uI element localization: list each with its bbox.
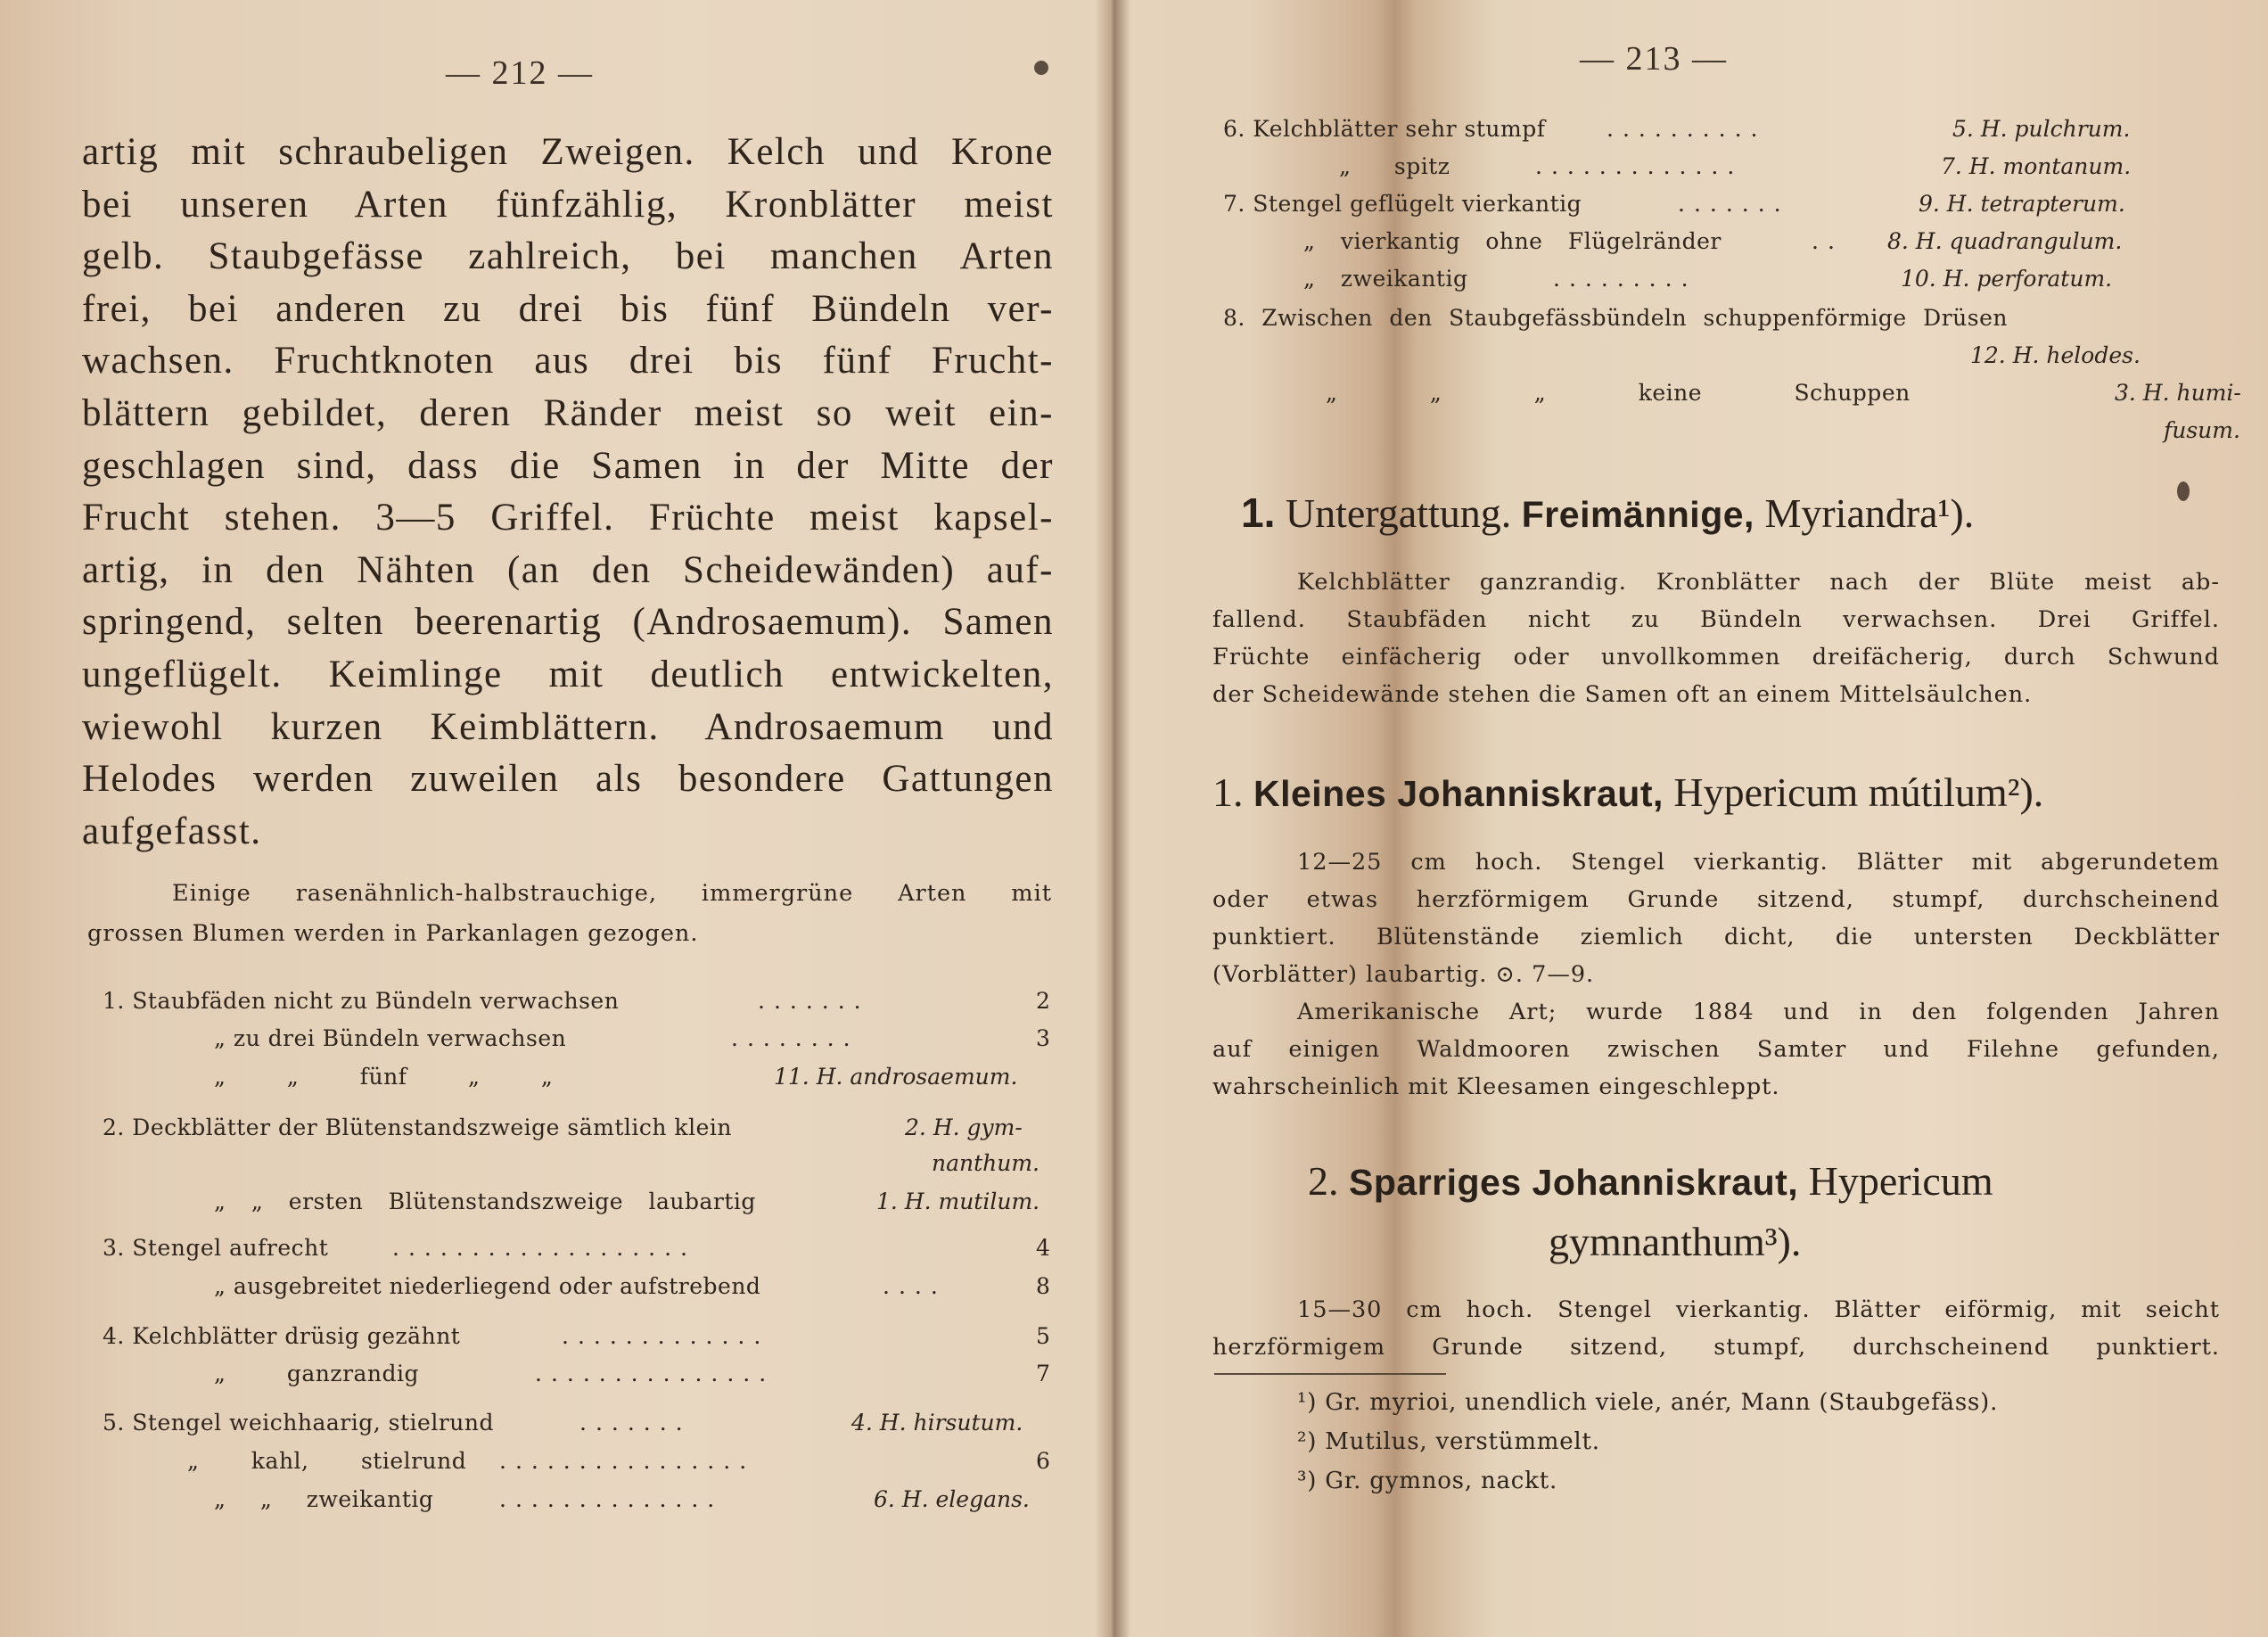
text-line: geschlagen sind, dass die Samen in der Mitte der xyxy=(82,444,1054,487)
species-common-name: Kleines Johanniskraut, xyxy=(1253,773,1664,814)
key-entry: „ „ „ keine Schuppen xyxy=(1326,380,1911,406)
footnote: ¹) Gr. myrioi, unendlich viele, anér, Mann (Staubgefäss). xyxy=(1297,1389,1999,1416)
text-line: oder etwas herzförmigem Grunde sitzend, stumpf, durchscheinend xyxy=(1212,886,2220,913)
left-page xyxy=(0,0,1110,1637)
key-entry: „ „ ersten Blütenstandszweige laubartig xyxy=(214,1189,756,1214)
key-ref: 3. H. humi- xyxy=(2115,380,2241,406)
text-line: Kelchblätter ganzrandig. Kronblätter nach der Blüte meist ab- xyxy=(1297,569,2220,596)
key-ref: 7 xyxy=(1036,1361,1051,1386)
key-ref: 5 xyxy=(1036,1323,1051,1349)
key-entry: „ zu drei Bündeln verwachsen xyxy=(214,1025,567,1051)
right-page-number: — 213 — xyxy=(1580,40,1728,78)
key-entry: „ ganzrandig xyxy=(214,1361,420,1386)
key-entry: „ „ zweikantig xyxy=(214,1486,434,1512)
key-entry: 6. Kelchblätter sehr stumpf xyxy=(1223,116,1546,142)
key-entry: 2. Deckblätter der Blütenstandszweige sämtlich klein xyxy=(103,1115,732,1140)
heading-latin: Myriandra¹). xyxy=(1764,490,1975,536)
text-line: (Vorblätter) laubartig. ⊙. 7—9. xyxy=(1212,961,1595,988)
text-line: bei unseren Arten fünfzählig, Kronblätter meist xyxy=(82,183,1054,226)
key-ref: 6 xyxy=(1036,1448,1051,1474)
key-ref: 10. H. perforatum. xyxy=(1901,266,2113,292)
text-line: 15—30 cm hoch. Stengel vierkantig. Blätter eiförmig, mit seicht xyxy=(1297,1296,2220,1323)
key-ref: 2 xyxy=(1036,988,1051,1014)
key-entry: „ spitz xyxy=(1339,153,1450,179)
key-entry: 1. Staubfäden nicht zu Bündeln verwachsen xyxy=(103,988,620,1014)
species-latin-name: Hypericum mútilum²). xyxy=(1673,769,2044,815)
key-entry: „ ausgebreitet niederliegend oder aufstrebend xyxy=(214,1273,761,1299)
subgenus-description xyxy=(1212,563,2220,713)
key-entry: 5. Stengel weichhaarig, stielrund xyxy=(103,1410,494,1435)
text-line: fallend. Staubfäden nicht zu Bündeln verwachsen. Drei Griffel. xyxy=(1212,606,2220,633)
leader-dots: .......... xyxy=(1606,116,1767,142)
text-line: Einige rasenähnlich-halbstrauchige, immergrüne Arten mit xyxy=(172,880,1052,907)
text-line: artig, in den Nähten (an den Scheidewänden) auf- xyxy=(82,548,1054,591)
text-line: ungeflügelt. Keimlinge mit deutlich entwickelten, xyxy=(82,653,1054,695)
heading-bold: Freimännige, xyxy=(1521,494,1754,535)
footnote: ³) Gr. gymnos, nackt. xyxy=(1297,1468,1558,1494)
leader-dots: ........ xyxy=(731,1025,859,1051)
key-ref: fusum. xyxy=(2164,417,2240,443)
key-ref: 11. H. androsaemum. xyxy=(774,1064,1018,1090)
footnote-rule xyxy=(1214,1373,1446,1375)
left-small-paragraph xyxy=(87,874,1052,954)
species-number: 2. xyxy=(1308,1158,1339,1204)
key-entry: 3. Stengel aufrecht xyxy=(103,1235,329,1261)
key-entry: 4. Kelchblätter drüsig gezähnt xyxy=(103,1323,461,1349)
key-entry: „ „ fünf „ „ xyxy=(214,1064,554,1090)
heading-label: Untergattung. xyxy=(1285,490,1512,536)
text-line: wachsen. Fruchtknoten aus drei bis fünf Frucht- xyxy=(82,340,1054,383)
text-line: wahrscheinlich mit Kleesamen eingeschleppt. xyxy=(1212,1074,1780,1100)
text-line: frei, bei anderen zu drei bis fünf Bündeln ver- xyxy=(82,287,1054,330)
key-ref: 7. H. montanum. xyxy=(1941,153,2132,179)
key-entry: 7. Stengel geflügelt vierkantig xyxy=(1223,191,1582,217)
text-line: springend, selten beerenartig (Androsaemum). Samen xyxy=(82,601,1054,644)
key-entry: „ vierkantig ohne Flügelränder xyxy=(1303,228,1722,254)
leader-dots: ................... xyxy=(392,1235,696,1261)
species-latin-name-cont: gymnanthum³). xyxy=(1549,1219,1802,1264)
species-heading xyxy=(1308,1157,1993,1205)
key-ref: 6. H. elegans. xyxy=(874,1486,1030,1512)
text-line: grossen Blumen werden in Parkanlagen gezogen. xyxy=(87,920,699,947)
species-heading xyxy=(1212,769,2043,816)
text-line: aufgefasst. xyxy=(82,810,262,852)
leader-dots: ............... xyxy=(535,1361,776,1386)
species-description xyxy=(1212,843,2220,1106)
text-line: Helodes werden zuweilen als besondere Gattungen xyxy=(82,758,1054,801)
text-line: Früchte einfächerig oder unvollkommen dreifächerig, durch Schwund xyxy=(1212,644,2220,670)
subgenus-heading xyxy=(1241,489,1974,537)
key-entry: „ zweikantig xyxy=(1303,266,1468,292)
text-line: gelb. Staubgefässe zahlreich, bei manchen Arten xyxy=(82,235,1054,278)
leader-dots: .............. xyxy=(499,1486,724,1512)
heading-number: 1. xyxy=(1241,489,1276,536)
text-line: artig mit schraubeligen Zweigen. Kelch und Krone xyxy=(82,131,1054,173)
text-line: herzförmigem Grunde sitzend, stumpf, durchscheinend punktiert. xyxy=(1212,1334,2220,1361)
leader-dots: ....... xyxy=(579,1410,692,1435)
text-line: auf einigen Waldmooren zwischen Samter und Filehne gefunden, xyxy=(1212,1036,2220,1063)
left-page-number: — 212 — xyxy=(446,54,594,92)
leader-dots: ......... xyxy=(1553,266,1697,292)
species-description xyxy=(1212,1291,2220,1366)
key-ref: 2. H. gym- xyxy=(905,1115,1023,1140)
key-ref: nanthum. xyxy=(932,1150,1040,1176)
species-number: 1. xyxy=(1212,769,1244,815)
key-ref: 8 xyxy=(1036,1273,1051,1299)
key-ref: 12. H. helodes. xyxy=(1970,342,2141,368)
text-line: wiewohl kurzen Keimblättern. Androsaemum und xyxy=(82,705,1054,748)
leader-dots: .... xyxy=(883,1273,947,1299)
key-ref: 4. H. hirsutum. xyxy=(851,1410,1023,1435)
text-line: der Scheidewände stehen die Samen oft an einem Mittelsäulchen. xyxy=(1212,681,2033,708)
key-ref: 9. H. tetrapterum. xyxy=(1919,191,2125,217)
leader-dots: ............. xyxy=(1535,153,1744,179)
leader-dots: ....... xyxy=(1678,191,1790,217)
text-line: Frucht stehen. 3—5 Griffel. Früchte meist kapsel- xyxy=(82,497,1054,539)
key-ref: 1. H. mutilum. xyxy=(876,1189,1040,1214)
leader-dots: ....... xyxy=(758,988,870,1014)
text-line: punktiert. Blütenstände ziemlich dicht, die untersten Deckblätter xyxy=(1212,924,2220,950)
ink-spot xyxy=(2177,481,2190,501)
leader-dots: ............. xyxy=(562,1323,770,1349)
key-entry: 8. Zwischen den Staubgefässbündeln schuppenförmige Drüsen xyxy=(1223,305,2008,331)
ink-spot xyxy=(1034,61,1048,75)
footnote: ²) Mutilus, verstümmelt. xyxy=(1297,1428,1600,1455)
key-entry: „ kahl, stielrund xyxy=(187,1448,467,1474)
text-line: Amerikanische Art; wurde 1884 und in den folgenden Jahren xyxy=(1297,999,2220,1025)
text-line: 12—25 cm hoch. Stengel vierkantig. Blätter mit abgerundetem xyxy=(1297,849,2220,876)
key-ref: 5. H. pulchrum. xyxy=(1952,116,2131,142)
leader-dots: ................ xyxy=(499,1448,756,1474)
left-main-paragraph xyxy=(82,127,1054,858)
species-common-name: Sparriges Johanniskraut, xyxy=(1349,1162,1799,1203)
key-ref: 4 xyxy=(1036,1235,1051,1261)
species-latin-name: Hypericum xyxy=(1808,1158,1993,1204)
text-line: blättern gebildet, deren Ränder meist so weit ein- xyxy=(82,391,1054,434)
key-ref: 8. H. quadrangulum. xyxy=(1887,228,2123,254)
leader-dots: .. xyxy=(1812,228,1844,254)
key-ref: 3 xyxy=(1036,1025,1051,1051)
